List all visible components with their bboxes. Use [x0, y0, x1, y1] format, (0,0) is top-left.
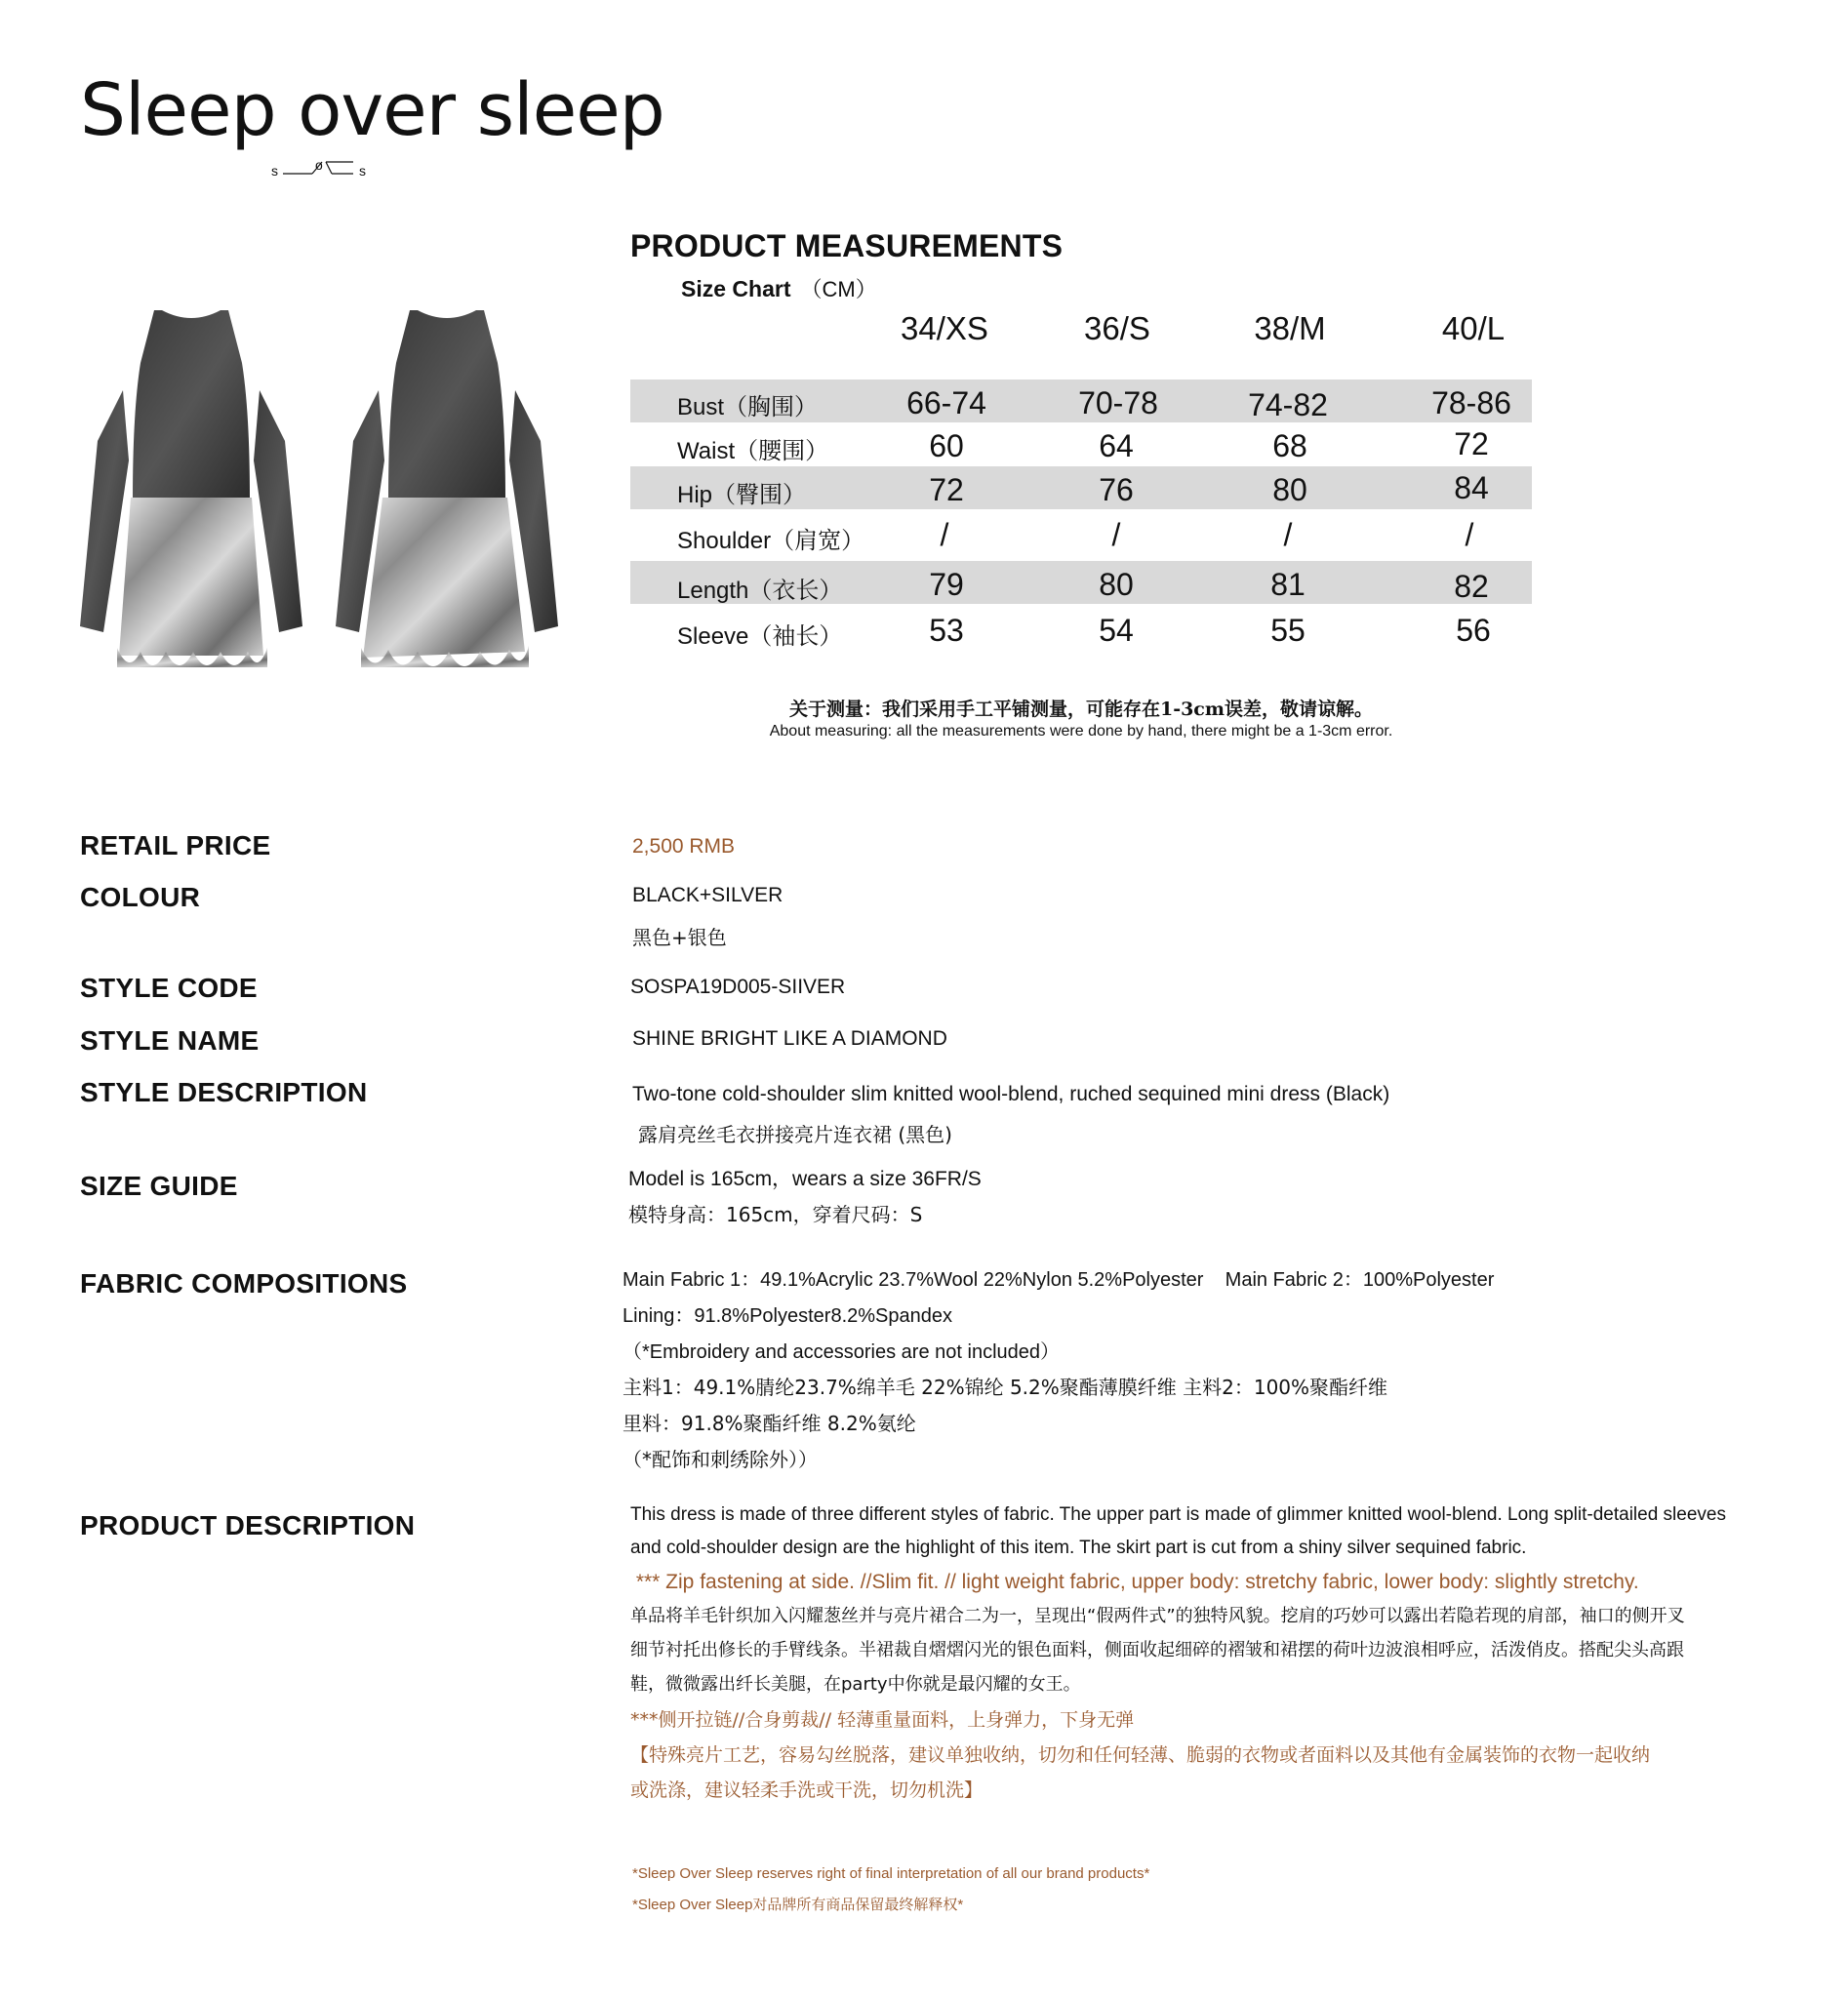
- row-label-bust: Bust（胸围）: [677, 394, 819, 420]
- row-label-waist: Waist（腰围）: [677, 438, 829, 464]
- style-name-value: SHINE BRIGHT LIKE A DIAMOND: [632, 1027, 947, 1050]
- style-description-en: Two-tone cold-shoulder slim knitted wool-blend, ruched sequined mini dress (Black): [632, 1083, 1390, 1105]
- row-label-hip: Hip（臀围）: [677, 482, 807, 508]
- footer-disclaimer-en: *Sleep Over Sleep reserves right of final interpretation of all our brand products*: [632, 1865, 1150, 1882]
- cell-sleeve-l: 56: [1456, 613, 1491, 648]
- product-description-cn-2: 细节衬托出修长的手臂线条。半裙裁自熠熠闪光的银色面料，侧面收起细碎的褶皱和裙摆的荷叶边波浪相呼应，活泼俏皮。搭配尖头高跟: [630, 1640, 1684, 1660]
- cell-length-l: 82: [1454, 569, 1489, 604]
- cell-bust-s: 70-78: [1078, 385, 1158, 420]
- retail-price-value: 2,500 RMB: [632, 835, 736, 858]
- size-header-s: 36/S: [1084, 310, 1150, 346]
- cell-shoulder-l: /: [1465, 517, 1474, 552]
- size-header-m: 38/M: [1254, 310, 1326, 346]
- size-chart-unit: （CM）: [800, 277, 877, 301]
- product-description-en-2: and cold-shoulder design are the highlight of this item. The skirt part is cut from a shiny silver sequined fabric.: [630, 1538, 1527, 1558]
- style-description-cn: 露肩亮丝毛衣拼接亮片连衣裙 (黑色): [638, 1123, 952, 1146]
- style-code-value: SOSPA19D005-SIIVER: [630, 976, 846, 998]
- cell-sleeve-m: 55: [1270, 613, 1306, 648]
- measuring-note-cn: 关于测量：我们采用手工平铺测量，可能存在1-3cm误差，敬请谅解。: [788, 699, 1373, 720]
- product-description-cn-care-1: 【特殊亮片工艺，容易勾丝脱落，建议单独收纳，切勿和任何轻薄、脆弱的衣物或者面料以及其他有金属装饰的衣物一起收纳: [630, 1744, 1651, 1766]
- cell-sleeve-s: 54: [1099, 613, 1134, 648]
- cell-waist-l: 72: [1454, 426, 1489, 461]
- fabric-line: Main Fabric 1：49.1%Acrylic 23.7%Wool 22%Nylon 5.2%Polyester Main Fabric 2：100%Polyester: [623, 1269, 1495, 1291]
- retail-price-label: RETAIL PRICE: [80, 830, 271, 860]
- brand-mark-icon: [269, 156, 377, 181]
- size-chart-title: [681, 273, 877, 303]
- brand-mark-mid: o: [315, 157, 323, 173]
- cell-shoulder-s: /: [1111, 517, 1121, 552]
- row-label-shoulder: Shoulder（肩宽）: [677, 528, 865, 554]
- product-description-cn-1: 单品将羊毛针织加入闪耀葱丝并与亮片裙合二为一，呈现出“假两件式”的独特风貌。挖肩的巧妙可以露出若隐若现的肩部，袖口的侧开叉: [630, 1606, 1685, 1626]
- size-guide-label: SIZE GUIDE: [80, 1171, 238, 1201]
- size-guide-en: Model is 165cm，wears a size 36FR/S: [628, 1168, 982, 1190]
- cell-sleeve-xs: 53: [929, 613, 964, 648]
- measurements-title: PRODUCT MEASUREMENTS: [630, 228, 1064, 263]
- row-label-length: Length（衣长）: [677, 578, 843, 604]
- brand-mark-right: s: [359, 163, 366, 179]
- row-label-sleeve: Sleeve（袖长）: [677, 623, 843, 650]
- fabric-line: 里料：91.8%聚酯纤维 8.2%氨纶: [623, 1412, 916, 1435]
- dress-side-image: [336, 310, 558, 667]
- size-header-xs: 34/XS: [901, 310, 988, 346]
- style-name-label: STYLE NAME: [80, 1025, 260, 1056]
- colour-value-en: BLACK+SILVER: [632, 884, 783, 906]
- style-code-label: STYLE CODE: [80, 973, 258, 1003]
- cell-waist-s: 64: [1099, 428, 1134, 463]
- cell-length-s: 80: [1099, 567, 1134, 602]
- dress-front-image: [80, 310, 302, 667]
- brand-logo: Sleep over sleep: [80, 68, 664, 152]
- cell-waist-m: 68: [1272, 428, 1307, 463]
- fabric-line: Lining：91.8%Polyester8.2%Spandex: [623, 1305, 952, 1327]
- cell-shoulder-xs: /: [940, 517, 949, 552]
- cell-bust-l: 78-86: [1431, 385, 1511, 420]
- fabric-line: 主料1：49.1%腈纶23.7%绵羊毛 22%锦纶 5.2%聚酯薄膜纤维 主料2：100%聚酯纤维: [623, 1376, 1388, 1399]
- cell-hip-m: 80: [1272, 472, 1307, 507]
- product-description-label: PRODUCT DESCRIPTION: [80, 1510, 416, 1540]
- fabric-compositions-label: FABRIC COMPOSITIONS: [80, 1268, 408, 1299]
- colour-label: COLOUR: [80, 882, 201, 912]
- product-description-cn-3: 鞋，微微露出纤长美腿，在party中你就是最闪耀的女王。: [630, 1674, 1081, 1695]
- cell-bust-xs: 66-74: [906, 385, 986, 420]
- brand-mark-left: s: [271, 163, 278, 179]
- size-chart-label: Size Chart: [681, 276, 791, 301]
- cell-length-xs: 79: [929, 567, 964, 602]
- colour-value-cn: 黑色+银色: [632, 926, 727, 949]
- size-guide-cn: 模特身高：165cm，穿着尺码：S: [628, 1203, 923, 1226]
- style-description-label: STYLE DESCRIPTION: [80, 1077, 368, 1107]
- product-description-cn-note: ***侧开拉链//合身剪裁// 轻薄重量面料，上身弹力，下身无弹: [630, 1709, 1135, 1731]
- product-description-en-1: This dress is made of three different styles of fabric. The upper part is made of glimmer knitted wool-blend. Long split-detailed sleeves: [630, 1504, 1726, 1525]
- footer-disclaimer-cn: *Sleep Over Sleep对品牌所有商品保留最终解释权*: [632, 1897, 964, 1913]
- measuring-note-en: About measuring: all the measurements were done by hand, there might be a 1-3cm error.: [769, 723, 1393, 740]
- product-description-en-note: *** Zip fastening at side. //Slim fit. // light weight fabric, upper body: stretchy fabric, lower body: slightly stretchy.: [630, 1571, 1639, 1593]
- cell-bust-m: 74-82: [1248, 387, 1328, 422]
- fabric-line: （*配饰和刺绣除外））: [623, 1448, 818, 1471]
- cell-length-m: 81: [1270, 567, 1306, 602]
- fabric-line: （*Embroidery and accessories are not included）: [623, 1341, 1060, 1363]
- cell-hip-s: 76: [1099, 472, 1134, 507]
- cell-waist-xs: 60: [929, 428, 964, 463]
- product-description-cn-care-2: 或洗涤，建议轻柔手洗或干洗，切勿机洗】: [630, 1779, 984, 1801]
- size-header-l: 40/L: [1441, 310, 1506, 346]
- cell-hip-xs: 72: [929, 472, 964, 507]
- cell-hip-l: 84: [1454, 470, 1489, 505]
- cell-shoulder-m: /: [1283, 517, 1293, 552]
- product-images: [78, 304, 566, 695]
